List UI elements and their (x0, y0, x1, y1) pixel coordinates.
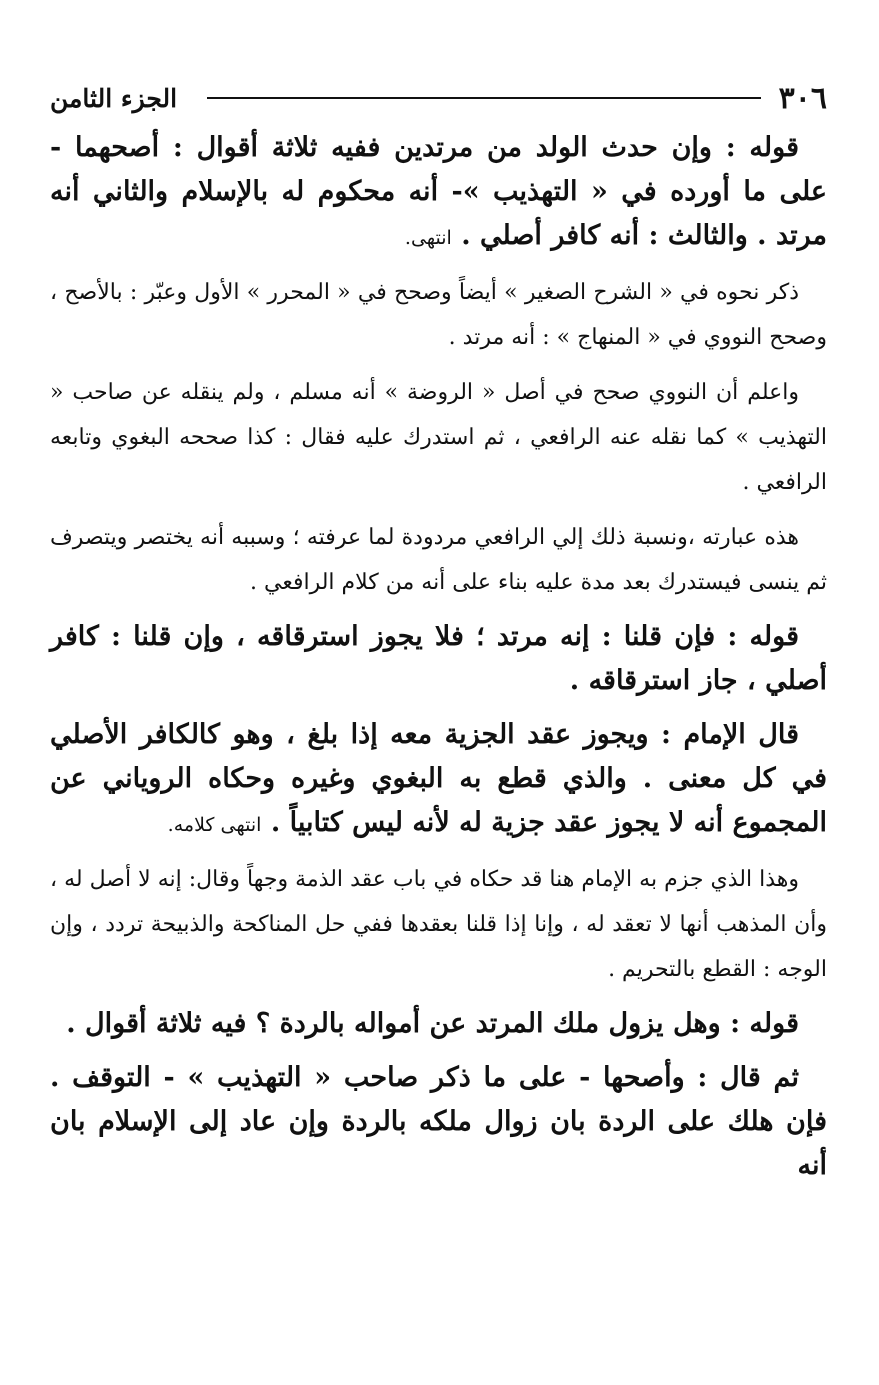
paragraph-6 (50, 713, 827, 847)
page-body (50, 126, 827, 1188)
paragraph-text: قال الإمام : ويجوز عقد الجزية معه إذا بلغ ، وهو كالكافر الأصلي في كل معنى . والذي قطع به البغوي وغيره وحكاه الروياني عن المجموع أنه لا يجوز عقد جزية له لأنه ليس كتابياً . (50, 719, 827, 838)
paragraph-tail: انتهى كلامه. (167, 814, 262, 836)
paragraph-8: قوله : وهل يزول ملك المرتد عن أمواله بالردة ؟ فيه ثلاثة أقوال . (66, 1008, 799, 1039)
volume-title: الجزء الثامن (50, 83, 178, 113)
header-rule (207, 97, 761, 99)
paragraph-7: وهذا الذي جزم به الإمام هنا قد حكاه في باب عقد الذمة وجهاً وقال: إنه لا أصل له ، وأن المذهب أنها لا تعقد له ، وإنا إذا قلنا بعقدها ففي حل المناكحة والذبيحة تردد ، وإن الوجه : القطع بالتحريم . (50, 867, 827, 982)
paragraph-9: ثم قال : وأصحها - على ما ذكر صاحب « التهذيب » - التوقف . فإن هلك على الردة بان زوال ملكه بالردة وإن عاد إلى الإسلام بان أنه (50, 1062, 827, 1181)
paragraph-3: واعلم أن النووي صحح في أصل « الروضة » أنه مسلم ، ولم ينقله عن صاحب « التهذيب » كما نقله عنه الرافعي ، ثم استدرك عليه فقال : كذا صححه البغوي وتابعه الرافعي . (50, 380, 827, 495)
page-number: ٣٠٦ (778, 80, 827, 116)
running-header (50, 78, 827, 118)
paragraph-2: ذكر نحوه في « الشرح الصغير » أيضاً وصحح في « المحرر » الأول وعبّر : بالأصح ، وصحح النووي في « المنهاج » : أنه مرتد . (50, 280, 827, 350)
paragraph-tail: انتهى. (404, 227, 452, 249)
paragraph-text: قوله : وإن حدث الولد من مرتدين ففيه ثلاثة أقوال : أصحهما - على ما أورده في « التهذيب »- أنه محكوم له بالإسلام والثاني أنه مرتد . والثالث : أنه كافر أصلي . (50, 132, 827, 251)
paragraph-1 (50, 126, 827, 260)
paragraph-4: هذه عبارته ،ونسبة ذلك إلي الرافعي مردودة لما عرفته ؛ وسببه أنه يختصر ويتصرف ثم ينسى فيستدرك بعد مدة عليه بناء على أنه من كلام الرافعي . (50, 525, 827, 595)
paragraph-5: قوله : فإن قلنا : إنه مرتد ؛ فلا يجوز استرقاقه ، وإن قلنا : كافر أصلي ، جاز استرقاقه . (50, 621, 827, 696)
